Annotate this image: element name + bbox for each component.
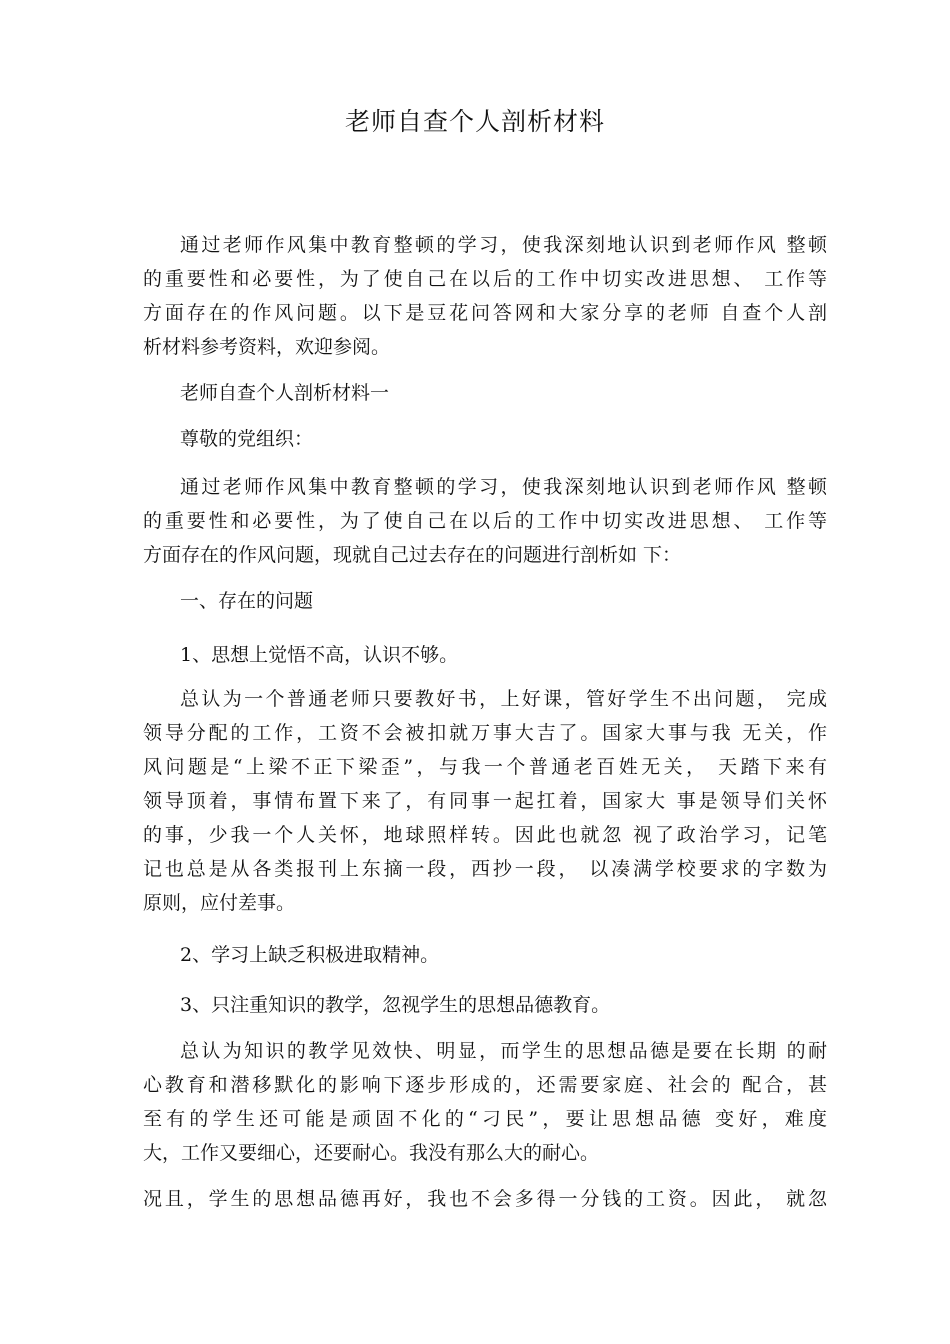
body-line: 方面存在的作风问题。以下是豆花问答网和大家分享的老师 自查个人剖	[143, 302, 827, 324]
body-line: 况且，学生的思想品德再好，我也不会多得一分钱的工资。因此， 就忽	[143, 1188, 827, 1210]
body-line: 的事，少我一个人关怀，地球照样转。因此也就忽 视了政治学习，记笔	[143, 824, 827, 846]
body-line: 领导分配的工作，工资不会被扣就万事大吉了。国家大事与我 无关，作	[143, 722, 827, 744]
body-line: 通过老师作风集中教育整顿的学习，使我深刻地认识到老师作风 整顿	[180, 234, 827, 256]
body-line: 的重要性和必要性，为了使自己在以后的工作中切实改进思想、 工作等	[143, 510, 827, 532]
body-line: 至有的学生还可能是顽固不化的“刁民”，要让思想品德 变好，难度	[143, 1108, 827, 1130]
list-item-heading: 2、学习上缺乏积极进取精神。	[180, 944, 440, 966]
body-line: 心教育和潜移默化的影响下逐步形成的，还需要家庭、社会的 配合，甚	[143, 1074, 827, 1096]
body-line: 大，工作又要细心，还要耐心。我没有那么大的耐心。	[143, 1142, 600, 1164]
list-item-heading: 3、只注重知识的教学，忽视学生的思想品德教育。	[180, 994, 611, 1016]
body-line: 的重要性和必要性，为了使自己在以后的工作中切实改进思想、 工作等	[143, 268, 827, 290]
section-heading: 老师自查个人剖析材料一	[180, 382, 390, 404]
body-line: 析材料参考资料，欢迎参阅。	[143, 336, 391, 358]
body-line: 记也总是从各类报刊上东摘一段，西抄一段， 以凑满学校要求的字数为	[143, 858, 827, 880]
document-title: 老师自查个人剖析材料	[344, 107, 605, 136]
body-line: 领导顶着，事情布置下来了，有同事一起扛着，国家大 事是领导们关怀	[143, 790, 827, 812]
body-line: 风问题是“上梁不正下梁歪”，与我一个普通老百姓无关， 天踏下来有	[143, 756, 827, 778]
body-line: 原则，应付差事。	[143, 892, 296, 914]
body-line: 总认为一个普通老师只要教好书，上好课，管好学生不出问题， 完成	[180, 688, 827, 710]
body-line: 方面存在的作风问题，现就自己过去存在的问题进行剖析如 下：	[143, 544, 682, 566]
list-item-heading: 1、思想上觉悟不高，认识不够。	[180, 644, 459, 666]
body-line: 通过老师作风集中教育整顿的学习，使我深刻地认识到老师作风 整顿	[180, 476, 827, 498]
section-heading: 一、存在的问题	[180, 590, 314, 612]
salutation: 尊敬的党组织：	[180, 428, 314, 450]
body-line: 总认为知识的教学见效快、明显，而学生的思想品德是要在长期 的耐	[180, 1040, 827, 1062]
